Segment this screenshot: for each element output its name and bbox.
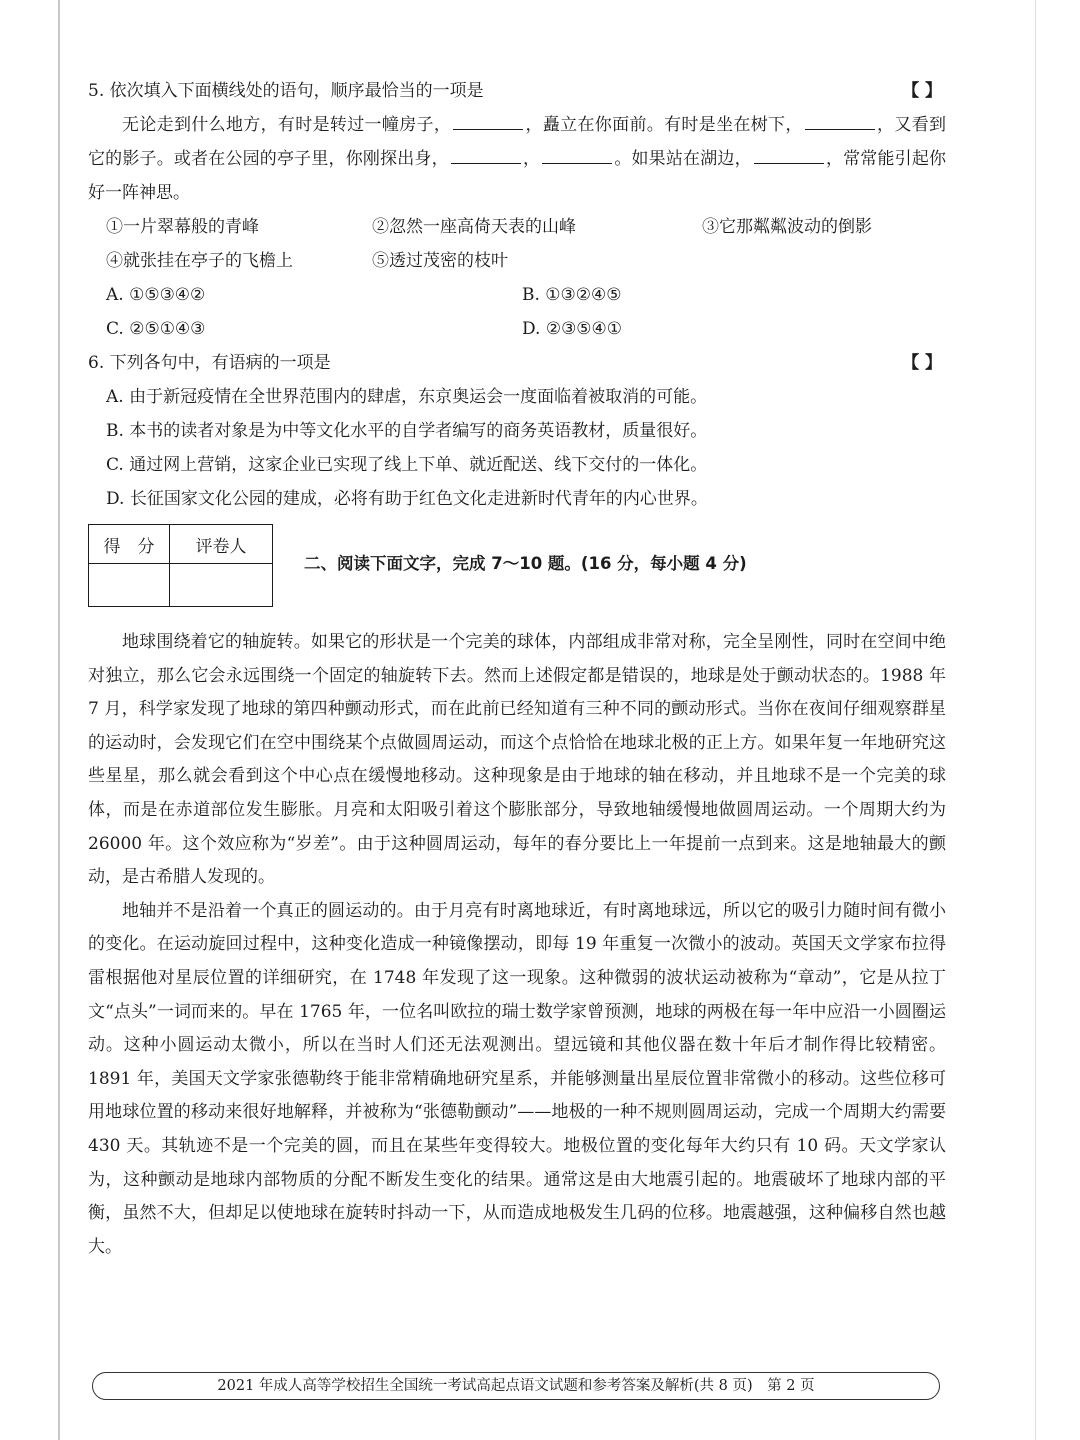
reading-passage	[88, 626, 946, 1264]
question-5-choices-row-2	[88, 312, 946, 346]
sentence-option-1: ①一片翠幕般的青峰	[106, 217, 259, 237]
choice-b: B. ①③②④⑤	[522, 285, 622, 305]
question-5-stem	[88, 74, 946, 108]
passage-segment: 无论走到什么地方，有时是转过一幢房子，	[122, 115, 452, 135]
question-6-choice-d: D. 长征国家文化公园的建成，必将有助于红色文化走进新时代青年的内心世界。	[106, 489, 708, 509]
sentence-option-4: ④就张挂在亭子的飞檐上	[106, 251, 293, 271]
page-footer: 2021 年成人高等学校招生全国统一考试高起点语文试题和参考答案及解析(共 8 页) 第 2 页	[92, 1372, 940, 1400]
passage-segment: ，又看到它的影子。或者在公园的亭子里，你刚探出身，	[88, 115, 947, 169]
fill-blank-5	[754, 145, 824, 164]
score-header: 得 分	[89, 525, 170, 564]
fill-blank-2	[805, 111, 875, 130]
choice-c: C. ②⑤①④③	[106, 319, 206, 339]
answer-bracket-5: 【 】	[902, 81, 942, 101]
answer-bracket-6: 【 】	[902, 353, 942, 373]
sentence-options-row-2	[88, 244, 946, 278]
choice-d: D. ②③⑤④①	[522, 319, 623, 339]
reading-paragraph-2: 地轴并不是沿着一个真正的圆运动的。由于月亮有时离地球近，有时离地球远，所以它的吸引力随时间有微小的变化。在运动旋回过程中，这种变化造成一种镜像摆动，即每 19 年重复一次微小的波动。英国天文学家布拉得雷根据他对星辰位置的详细研究，在 1748 年发现了这一现象。这种微弱的波状运动被称为“章动”，它是从拉丁文“点头”一词而来的。早在 1765 年，一位名叫欧拉的瑞士数学家曾预测，地球的两极在每一年中应沿一小圆圈运动。这种小圆运动太微小，所以在当时人们还无法观测出。望远镜和其他仪器在数十年后才制作得比较精密。1891 年，美国天文学家张德勒终于能非常精确地研究星系，并能够测量出星辰位置非常微小的移动。这些位移可用地球位置的移动来很好地解释，并被称为“张德勒颤动”——地极的一种不规则圆周运动，完成一个周期大约需要 430 天。其轨迹不是一个完美的圆，而且在某些年变得较大。地极位置的变化每年大约只有 10 码。天文学家认为，这种颤动是地球内部物质的分配不断发生变化的结果。通常这是由大地震引起的。地震破坏了地球内部的平衡，虽然不大，但却足以使地球在旋转时抖动一下，从而造成地极发生几码的位移。地震越强，这种偏移自然也越大。	[88, 900, 946, 1257]
question-6-stem	[88, 346, 946, 380]
passage-segment: ，矗立在你面前。有时是坐在树下，	[525, 115, 803, 135]
question-5-choices-row-1	[88, 278, 946, 312]
fill-blank-3	[451, 145, 521, 164]
fill-blank-1	[453, 111, 523, 130]
question-6-text: 6. 下列各句中，有语病的一项是	[88, 353, 331, 373]
question-5-passage	[88, 108, 946, 210]
page-right-edge	[1035, 0, 1036, 1440]
sentence-option-5: ⑤透过茂密的枝叶	[372, 251, 508, 271]
score-table	[88, 524, 273, 607]
passage-segment: 。如果站在湖边，	[614, 149, 752, 169]
choice-a: A. ①⑤③④②	[106, 285, 206, 305]
page-binding-edge	[58, 0, 60, 1440]
question-5-text: 5. 依次填入下面横线处的语句，顺序最恰当的一项是	[88, 81, 484, 101]
passage-segment: ，常常能引起你好一阵神思。	[88, 149, 947, 203]
section-2-title: 二、阅读下面文字，完成 7～10 题。(16 分，每小题 4 分)	[304, 554, 747, 573]
grader-header: 评卷人	[170, 525, 273, 564]
sentence-option-3: ③它那粼粼波动的倒影	[702, 217, 872, 237]
reading-paragraph-1: 地球围绕着它的轴旋转。如果它的形状是一个完美的球体，内部组成非常对称，完全呈刚性，同时在空间中绝对独立，那么它会永远围绕一个固定的轴旋转下去。然而上述假定都是错误的，地球是处于颤动状态的。1988 年 7 月，科学家发现了地球的第四种颤动形式，而在此前已经知道有三种不同的颤动形式。当你在夜间仔细观察群星的运动时，会发现它们在空中围绕某个点做圆周运动，而这个点恰恰在地球北极的正上方。如果年复一年地研究这些星星，那么就会看到这个中心点在缓慢地移动。这种现象是由于地球的轴在移动，并且地球不是一个完美的球体，而是在赤道部位发生膨胀。月亮和太阳吸引着这个膨胀部分，导致地轴缓慢地做圆周运动。一个周期大约为 26000 年。这个效应称为“岁差”。由于这种圆周运动，每年的春分要比上一年提前一点到来。这是地轴最大的颤动，是古希腊人发现的。	[88, 632, 946, 888]
score-cell	[89, 564, 170, 607]
exam-page-content	[88, 74, 946, 1264]
section-2-header	[88, 524, 946, 620]
fill-blank-4	[542, 145, 612, 164]
sentence-options-row-1	[88, 210, 946, 244]
passage-segment: ，	[522, 149, 541, 169]
grader-cell	[170, 564, 273, 607]
question-6-choice-b: B. 本书的读者对象是为中等文化水平的自学者编写的商务英语教材，质量很好。	[106, 421, 708, 441]
question-6-choice-c: C. 通过网上营销，这家企业已实现了线上下单、就近配送、线下交付的一体化。	[106, 455, 708, 475]
sentence-option-2: ②忽然一座高倚天表的山峰	[372, 217, 576, 237]
question-6-choice-a: A. 由于新冠疫情在全世界范围内的肆虐，东京奥运会一度面临着被取消的可能。	[106, 387, 708, 407]
